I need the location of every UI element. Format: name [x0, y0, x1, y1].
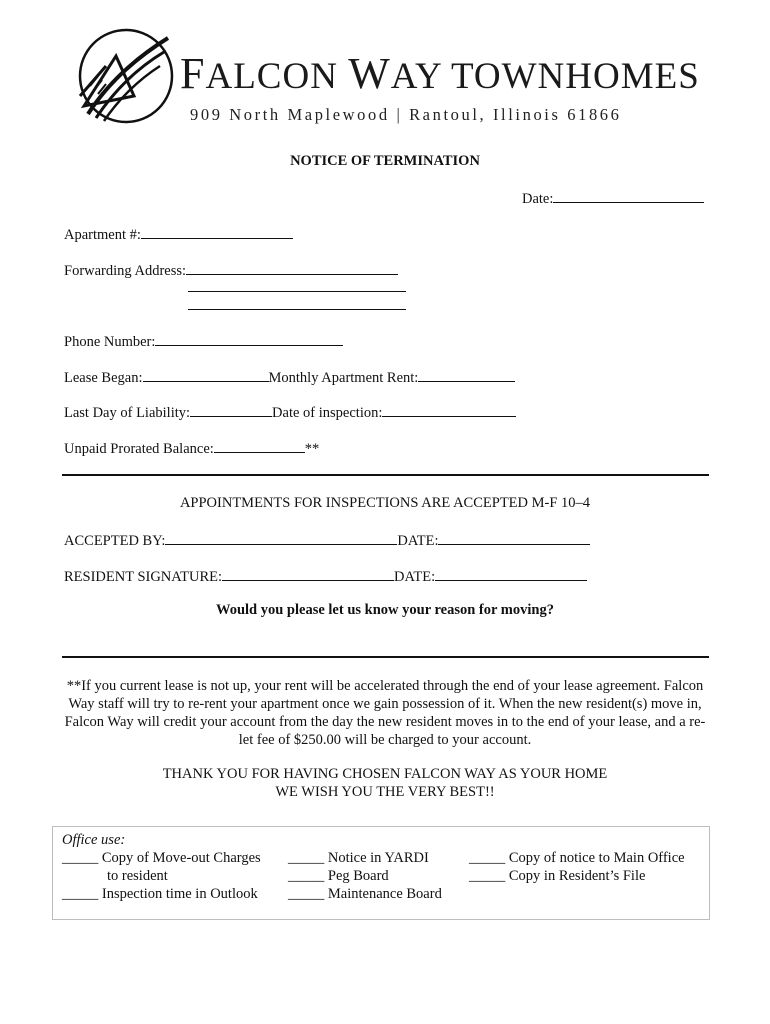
last-day-label: Last Day of Liability:	[64, 405, 191, 421]
apartment-field[interactable]	[141, 225, 293, 239]
phone-row	[64, 332, 343, 351]
office-item-copy-resident-file: _____ Copy in Resident’s File	[469, 868, 646, 884]
accepted-by-field[interactable]	[165, 531, 397, 545]
phone-label: Phone Number:	[64, 334, 156, 350]
office-item-peg-board: _____ Peg Board	[288, 868, 389, 884]
forwarding-line-2[interactable]	[188, 278, 406, 297]
unpaid-field[interactable]	[214, 439, 305, 453]
unpaid-label: Unpaid Prorated Balance:	[64, 441, 214, 457]
office-item-to-resident: to resident	[107, 868, 168, 884]
accepted-row	[64, 531, 590, 550]
liability-row	[64, 403, 516, 422]
resident-signature-label: RESIDENT SIGNATURE:	[64, 569, 223, 585]
resident-signature-field[interactable]	[222, 567, 394, 581]
signature-date-label: DATE:	[394, 569, 436, 585]
accepted-by-label: ACCEPTED BY:	[64, 533, 166, 549]
office-item-maintenance-board: _____ Maintenance Board	[288, 886, 442, 902]
lease-row	[64, 368, 515, 387]
office-item-inspection-outlook: _____ Inspection time in Outlook	[62, 886, 258, 902]
page-title: NOTICE OF TERMINATION	[290, 153, 480, 169]
office-item-move-out-charges: _____ Copy of Move-out Charges	[62, 850, 261, 866]
accepted-date-field[interactable]	[438, 531, 590, 545]
apartment-row	[64, 225, 293, 244]
forwarding-line-3[interactable]	[188, 296, 406, 315]
accepted-date-label: DATE:	[397, 533, 439, 549]
office-item-copy-main-office: _____ Copy of notice to Main Office	[469, 850, 685, 866]
last-day-field[interactable]	[190, 403, 272, 417]
appointments-text: APPOINTMENTS FOR INSPECTIONS ARE ACCEPTED M-F 10–4	[179, 495, 591, 511]
monthly-rent-label: Monthly Apartment Rent:	[268, 370, 419, 386]
forwarding-field-1[interactable]	[186, 261, 398, 275]
thanks-line-2: WE WISH YOU THE VERY BEST!!	[275, 784, 495, 800]
signature-date-field[interactable]	[435, 567, 587, 581]
date-field[interactable]	[553, 189, 704, 203]
apartment-label: Apartment #:	[64, 227, 141, 243]
date-row	[522, 189, 704, 208]
falcon-logo	[76, 26, 176, 126]
office-use-label: Office use:	[62, 832, 126, 848]
brand-address: 909 North Maplewood | Rantoul, Illinois 61866	[190, 105, 622, 124]
office-use-box	[52, 826, 710, 920]
lease-began-field[interactable]	[143, 368, 269, 382]
unpaid-row	[64, 439, 319, 458]
divider-top	[62, 474, 709, 476]
lease-began-label: Lease Began:	[64, 370, 143, 386]
inspection-date-field[interactable]	[382, 403, 516, 417]
office-item-notice-yardi: _____ Notice in YARDI	[288, 850, 429, 866]
divider-bottom	[62, 656, 709, 658]
forwarding-label: Forwarding Address:	[64, 263, 187, 279]
phone-field[interactable]	[155, 332, 343, 346]
lease-notice-paragraph: **If you current lease is not up, your rent will be accelerated through the end of your lease agreement. Falcon Way staff will try to re-rent your apartment once we gain possession of it. When the new resident(s) move in, Falcon Way will credit your account from the day the new resident moves in to the end of your lease, and a re-let fee of $250.00 will be charged to your account.	[64, 678, 706, 748]
thanks-line-1: THANK YOU FOR HAVING CHOSEN FALCON WAY AS YOUR HOME	[162, 766, 608, 782]
inspection-date-label: Date of inspection:	[272, 405, 383, 421]
reason-question: Would you please let us know your reason for moving?	[216, 602, 554, 618]
unpaid-suffix: **	[304, 441, 320, 457]
monthly-rent-field[interactable]	[418, 368, 515, 382]
signature-row	[64, 567, 587, 586]
date-label: Date:	[522, 191, 554, 207]
brand-name: FALCON WAY TOWNHOMES	[180, 49, 700, 98]
